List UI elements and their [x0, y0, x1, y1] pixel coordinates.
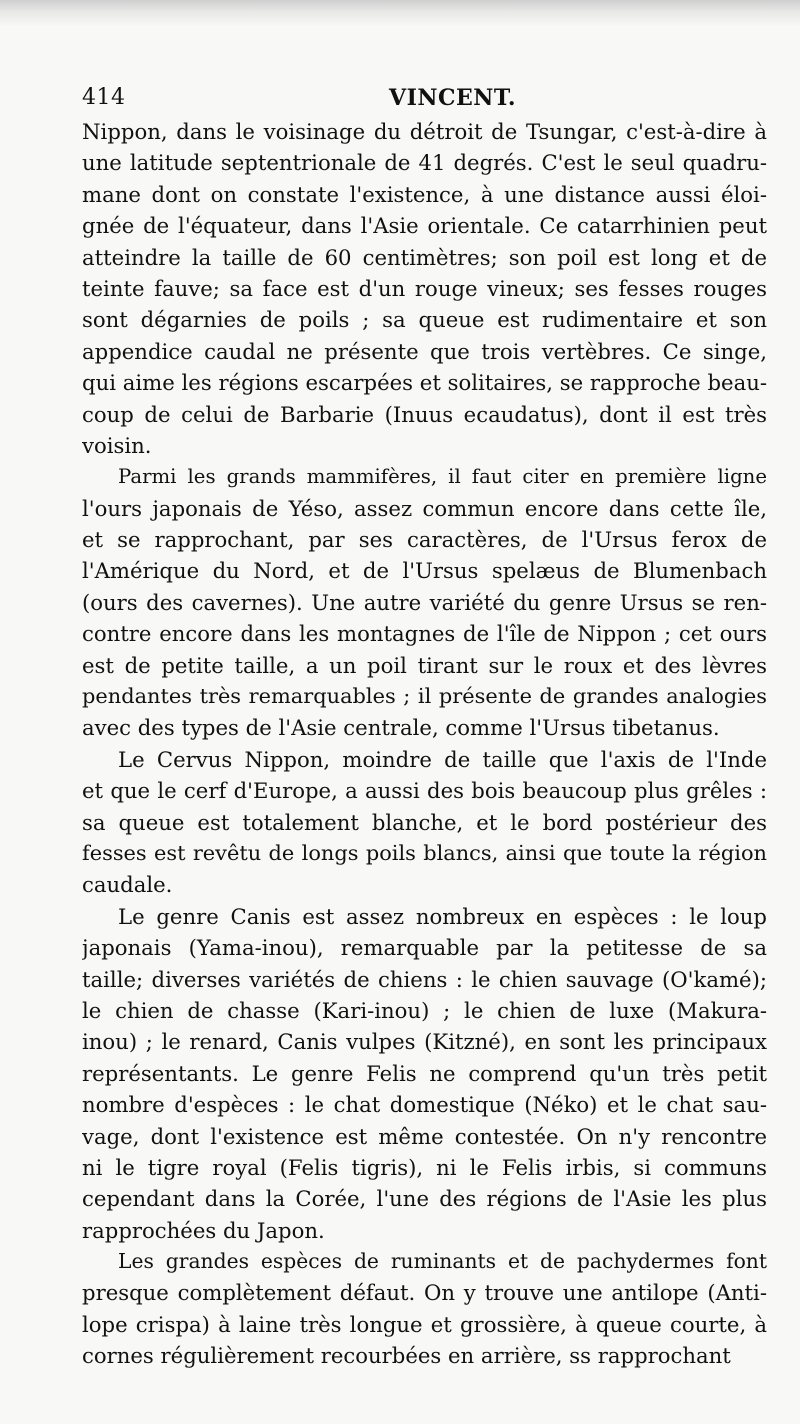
text-line: une latitude septentrionale de 41 degrés. C'est le seul quadru-: [82, 150, 767, 176]
page-top-edge: [0, 0, 800, 26]
text-line: nombre d'espèces : le chat domestique (Néko) et le chat sau-: [82, 1092, 767, 1118]
text-line: taille; diverses variétés de chiens : le chien sauvage (O'kamé);: [82, 966, 767, 992]
text-line: fesses est revêtu de longs poils blancs, ainsi que toute la région: [82, 840, 767, 865]
text-line: sont dégarnies de poils ; sa queue est rudimentaire et son: [82, 307, 767, 333]
text-line: Nippon, dans le voisinage du détroit de Tsungar, c'est-à-dire à: [82, 119, 767, 144]
text-line: Le Cervus Nippon, moindre de taille que l'axis de l'Inde: [118, 746, 767, 772]
text-line: Parmi les grands mammifères, il faut citer en première ligne: [118, 465, 767, 489]
text-line: teinte fauve; sa face est d'un rouge vineux; ses fesses rouges: [82, 275, 767, 301]
text-line: gnée de l'équateur, dans l'Asie orientale. Ce catarrhinien peut: [82, 213, 767, 239]
text-line: cornes régulièrement recourbées en arrière, ss rapprochant: [82, 1343, 731, 1369]
text-line: inou) ; le renard, Canis vulpes (Kitzné), en sont les principaux: [82, 1029, 767, 1055]
text-line: avec des types de l'Asie centrale, comme l'Ursus tibetanus.: [82, 715, 720, 741]
text-line: l'ours japonais de Yéso, assez commun encore dans cette île,: [82, 495, 767, 521]
text-line: le chien de chasse (Kari-inou) ; le chien de luxe (Makura-: [82, 997, 767, 1023]
text-line: vage, dont l'existence est même contestée. On n'y rencontre: [82, 1123, 767, 1149]
text-line: et se rapprochant, par ses caractères, de l'Ursus ferox de: [82, 527, 767, 553]
text-line: qui aime les régions escarpées et solitaires, se rapproche beau-: [82, 370, 767, 396]
text-line: cependant dans la Corée, l'une des régions de l'Asie les plus: [82, 1186, 767, 1212]
text-line: rapprochées du Japon.: [82, 1217, 325, 1243]
text-line: sa queue est totalement blanche, et le bord postérieur des: [82, 809, 767, 835]
page-header: [82, 85, 767, 113]
text-line: presque complètement défaut. On y trouve une antilope (Anti-: [82, 1280, 767, 1306]
text-line: l'Amérique du Nord, et de l'Ursus spelæus de Blumenbach: [82, 558, 767, 584]
text-line: atteindre la taille de 60 centimètres; son poil est long et de: [82, 244, 767, 270]
text-line: Le genre Canis est assez nombreux en espèces : le loup: [118, 903, 767, 929]
text-line: (ours des cavernes). Une autre variété du genre Ursus se ren-: [82, 589, 767, 615]
text-line: caudale.: [82, 872, 173, 898]
text-line: et que le cerf d'Europe, a aussi des bois beaucoup plus grêles :: [82, 778, 767, 804]
text-line: contre encore dans les montagnes de l'île de Nippon ; cet ours: [82, 621, 767, 647]
text-line: lope crispa) à laine très longue et grossière, à queue courte, à: [82, 1311, 767, 1337]
text-line: appendice caudal ne présente que trois vertèbres. Ce singe,: [82, 338, 767, 364]
text-line: coup de celui de Barbarie (Inuus ecaudatus), dont il est très: [82, 401, 767, 427]
body-text: [82, 116, 767, 1372]
text-line: mane dont on constate l'existence, à une distance aussi éloi-: [82, 181, 767, 207]
text-line: est de petite taille, a un poil tirant sur le roux et des lèvres: [82, 652, 767, 678]
text-line: Les grandes espèces de ruminants et de pachydermes font: [118, 1249, 767, 1274]
running-head: VINCENT.: [389, 85, 517, 111]
page-number: 414: [82, 85, 126, 110]
text-line: représentants. Le genre Felis ne comprend qu'un très petit: [82, 1060, 767, 1086]
text-line: pendantes très remarquables ; il présente de grandes analogies: [82, 684, 767, 709]
text-line: ni le tigre royal (Felis tigris), ni le Felis irbis, si communs: [82, 1154, 767, 1180]
text-line: japonais (Yama-inou), remarquable par la petitesse de sa: [82, 935, 767, 961]
text-line: voisin.: [82, 432, 152, 458]
